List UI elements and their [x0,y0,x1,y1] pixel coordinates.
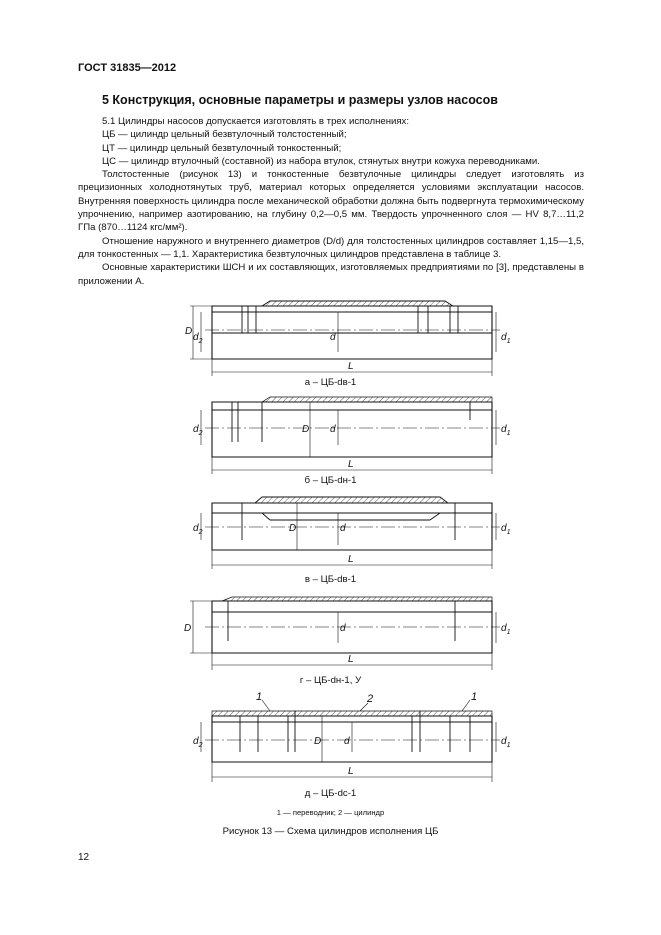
paragraph-materials: Толстостенные (рисунок 13) и тонкостенные безвтулочные цилиндры следует изготовлять из прецизионных холоднотянутых труб, материал которых определяется условиями эксплуатации насосов. Внутренняя поверхность цилиндра после механической обработки должна быть подвергнута термохимическому упрочнению, например азотированию, на глубину 0,2—0,5 мм. Твердость упрочненного слоя — HV 8,7…11,2 ГПа (870…1124 кгс/мм²). [78,169,584,234]
label-d-a: d [330,332,336,343]
item-cb: ЦБ — цилиндр цельный безвтулочный толстостенный; [102,129,347,141]
paragraph-annex: Основные характеристики ШСН и их составляющих, изготовляемых предприятиями по [3], представлены в приложении А. [78,262,584,287]
label-d2-a-d: d [193,332,199,343]
label-d2-c-d: d [193,523,199,534]
label-D-b: D [302,424,310,435]
drawing-a [190,301,500,376]
label-d1-a [501,332,511,345]
label-d1-a-d: d [501,332,507,343]
label-d1-a-sub: 1 [506,338,511,345]
label-d2-b-sub: 2 [198,430,203,437]
label-L-c: L [348,554,354,565]
caption-b: б – ЦБ-dн-1 [304,475,357,486]
label-d-g: d [340,623,346,634]
label-d-d: d [344,736,350,747]
label-d1-c [501,523,511,536]
callout-1-left: 1 [256,691,263,703]
label-d1-d-sub: 1 [506,742,511,749]
label-d2-a-sub: 2 [198,338,203,345]
figure-title: Рисунок 13 — Схема цилиндров исполнения ЦБ [222,826,439,837]
caption-g: г – ЦБ-dн-1, У [299,675,362,686]
label-d1-c-sub: 1 [506,529,511,536]
label-d1-c-d: d [501,523,507,534]
caption-c: в – ЦБ-dв-1 [304,574,357,585]
page-number: 12 [78,852,90,863]
label-d2-c-sub: 2 [198,529,203,536]
label-L-a: L [348,361,354,372]
label-D-g: D [184,623,192,634]
label-d1-b-d: d [501,424,507,435]
figure-legend: 1 — переводник; 2 — цилиндр [276,808,385,817]
label-d2-d-sub: 2 [198,742,203,749]
caption-a: а – ЦБ-dв-1 [304,377,357,388]
standard-header: ГОСТ 31835—2012 [78,62,177,74]
label-d1-g-d: d [501,623,507,634]
label-d-b: d [330,424,336,435]
label-d1-d [501,736,511,749]
label-d1-g [501,623,511,636]
label-d2-d-d: d [193,736,199,747]
paragraph-ratio: Отношение наружного и внутреннего диаметров (D/d) для толстостенных цилиндров составляет 1,15—1,5, для тонкостенных — 1,1. Характеристика безвтулочных цилиндров представлена в таблице 3. [78,235,584,260]
label-D-d: D [314,736,322,747]
label-d1-b [501,424,511,437]
item-cs: ЦС — цилиндр втулочный (составной) из набора втулок, стянутых внутри кожуха переводниками. [102,155,540,167]
label-d-c: d [340,523,346,534]
label-L-b: L [348,459,354,470]
paragraph-5-1: 5.1 Цилиндры насосов допускается изготовлять в трех исполнениях: [102,116,410,127]
label-D-c: D [289,523,297,534]
label-L-d: L [348,766,354,777]
label-D-a: D [185,326,193,337]
section-title: 5 Конструкция, основные параметры и размеры узлов насосов [102,93,498,107]
callout-2: 2 [367,693,374,705]
label-d1-d-d: d [501,736,507,747]
item-ct: ЦТ — цилиндр цельный безвтулочный тонкостенный; [102,142,342,154]
label-L-g: L [348,654,354,665]
label-d1-g-sub: 1 [506,629,511,636]
label-d2-b-d: d [193,424,199,435]
callout-1-right: 1 [471,691,478,703]
label-d1-b-sub: 1 [506,430,511,437]
caption-d: д – ЦБ-dс-1 [304,788,357,799]
